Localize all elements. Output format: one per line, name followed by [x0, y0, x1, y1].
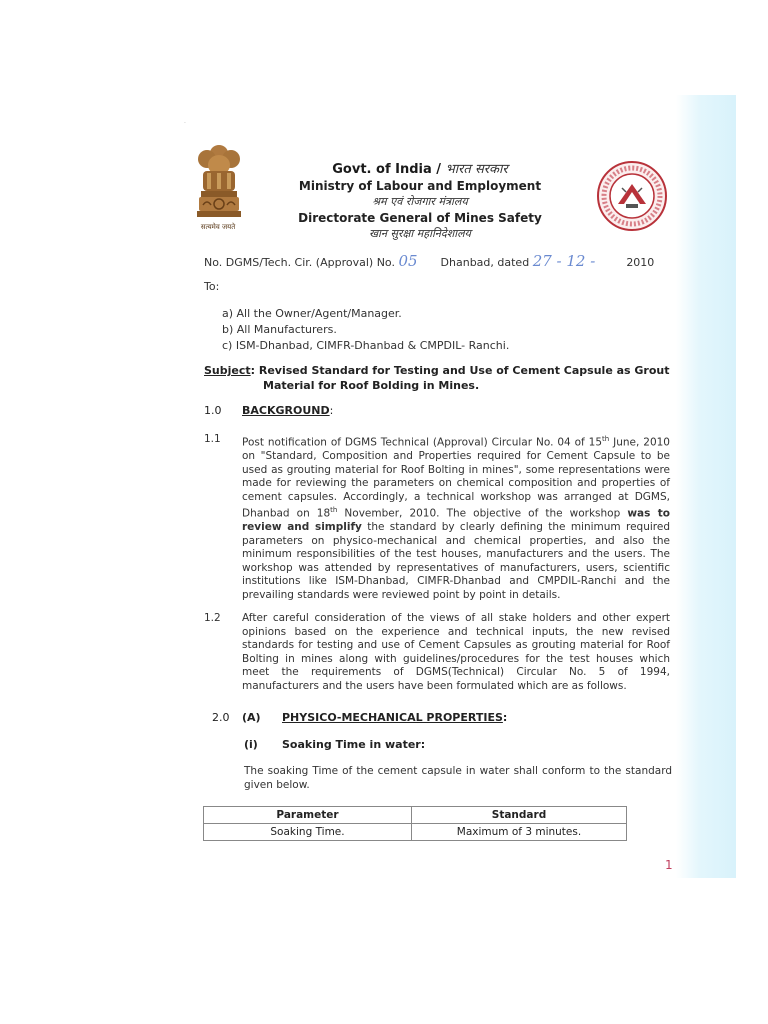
superscript: th — [602, 435, 610, 443]
govt-hindi: भारत सरकार — [445, 162, 508, 177]
page-number: 1 — [665, 858, 673, 872]
section-part: (A) — [242, 711, 261, 724]
subsection-title: Soaking Time in water: — [282, 738, 426, 751]
para-text: the standard by clearly defining the minimum required parameters on physico-mechanical and chemical properties, and also the minimum responsibilities of the test houses, manufacturers and the users. The workshop was attended by representatives of manufacturers, users, scientific institutions like ISM-Dhanbad, CIMFR-Dhanbad and CMPDIL-Ranchi and the prevailing standards were reviewed point by point in details. — [242, 521, 670, 601]
section-title: BACKGROUND — [242, 404, 330, 417]
para-text: June, 2010 on "Standard, Composition and Properties required for Cement Capsule to be used as grouting material for Roof Bolting in mines", some representations were made for reviewing the parameters on chemical composition and properties of cement capsules. Accordingly, a technical workshop was arranged at DGMS, Dhanbad on 18 — [242, 436, 670, 520]
paragraph-number: 1.1 — [204, 433, 221, 445]
scan-dot: · — [184, 120, 186, 127]
superscript: th — [330, 506, 338, 514]
ministry-hindi: श्रम एवं रोजगार मंत्रालय — [372, 195, 468, 208]
national-emblem-icon — [193, 143, 245, 235]
list-item: b) All Manufacturers. — [222, 323, 337, 336]
section-heading-physico-mechanical — [212, 711, 507, 724]
table-row — [204, 824, 627, 841]
reference-line — [204, 252, 654, 270]
govt-line — [290, 159, 550, 177]
section-title: PHYSICO-MECHANICAL PROPERTIES — [282, 711, 503, 724]
place-dated: Dhanbad, dated — [440, 256, 530, 269]
reference-prefix: No. DGMS/Tech. Cir. (Approval) No. — [204, 256, 395, 269]
subject-line-1: : Revised Standard for Testing and Use of Cement Capsule as Grout — [250, 364, 670, 377]
emblem-motto: सत्यमेव जयते — [200, 223, 236, 231]
handwritten-circular-number: 05 — [398, 252, 418, 270]
directorate-hindi: खान सुरक्षा महानिदेशालय — [369, 227, 471, 240]
table-cell: Soaking Time. — [204, 824, 412, 841]
subject-block — [204, 363, 674, 393]
soaking-time-table — [203, 806, 627, 841]
paragraph-1-2: After careful consideration of the views of all stake holders and other expert opinions based on the experience and technical inputs, the new revised standards for testing and use of Cement Capsules as grouting material for Roof Bolting in mines along with guidelines/procedures for the test houses which meet the requirements of DGMS(Technical) Circular No. 5 of 1994, manufacturers and the users have been formulated which are as follows. — [242, 612, 670, 692]
addressee-list — [222, 306, 509, 354]
list-item: c) ISM-Dhanbad, CIMFR-Dhanbad & CMPDIL- Ranchi. — [222, 339, 510, 352]
scan-edge-strip — [676, 95, 736, 878]
to-label: To: — [204, 280, 220, 293]
letterhead — [290, 159, 550, 241]
subject-line-2: Material for Roof Bolding in Mines. — [263, 379, 480, 392]
reference-year: 2010 — [626, 256, 655, 269]
emphasis-text: was to review and simplify — [242, 507, 670, 533]
handwritten-date: 27 - 12 - — [532, 252, 596, 270]
table-header-row — [204, 807, 627, 824]
paragraph-number: 1.2 — [204, 612, 221, 624]
section-heading-background — [204, 404, 333, 417]
subject-label: Subject — [204, 364, 251, 377]
section-colon: : — [502, 711, 508, 724]
subsection-heading-soaking-time — [244, 738, 425, 751]
ministry-english: Ministry of Labour and Employment — [298, 179, 542, 193]
directorate-english: Directorate General of Mines Safety — [298, 211, 542, 225]
table-cell: Maximum of 3 minutes. — [412, 824, 627, 841]
paragraph-1-1 — [242, 433, 670, 602]
govt-english: Govt. of India / — [332, 162, 442, 177]
para-text: Post notification of DGMS Technical (Approval) Circular No. 04 of 15 — [242, 436, 603, 449]
soaking-time-text: The soaking Time of the cement capsule in water shall conform to the standard given below. — [244, 765, 672, 791]
para-text: November, 2010. The objective of the workshop — [337, 507, 628, 520]
dgms-seal-icon — [596, 160, 668, 232]
section-number: 2.0 — [212, 711, 230, 724]
list-item: a) All the Owner/Agent/Manager. — [222, 307, 402, 320]
column-header: Standard — [412, 807, 627, 824]
column-header: Parameter — [204, 807, 412, 824]
subsection-number: (i) — [244, 738, 258, 751]
section-colon: : — [329, 404, 334, 417]
section-number: 1.0 — [204, 404, 222, 417]
